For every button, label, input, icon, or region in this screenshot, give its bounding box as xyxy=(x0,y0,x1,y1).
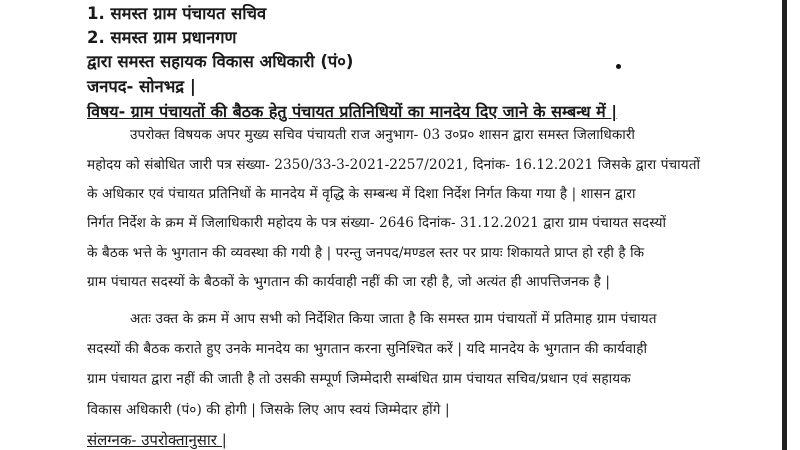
paragraph-1-line-2: महोदय को संबोधित जारी पत्र संख्या- 2350/33-3-2021-2257/2021, दिनांक- 16.12.2021 जिसके द्वारा पंचायतों xyxy=(87,157,701,173)
paragraph-1-line-6: ग्राम पंचायत सदस्यों के बैठकों के भुगतान की कार्यवाही नहीं की जा रही है, जो अत्यंत ही आपत्तिजनक है | xyxy=(87,274,611,290)
page-edge-border xyxy=(782,0,787,450)
paragraph-2-line-3: ग्राम पंचायत द्वारा नहीं की जाती है तो उसकी सम्पूर्ण जिम्मेदारी सम्बंधित ग्राम पंचायत सचिव/प्रधान एवं सहायक xyxy=(87,371,631,387)
enclosure-line: संलग्नक- उपरोक्तानुसार | xyxy=(87,431,227,449)
paragraph-1-line-4: निर्गत निर्देश के क्रम में जिलाधिकारी महोदय के पत्र संख्या- 2646 दिनांक- 31.12.2021 द्वारा ग्राम पंचायत सदस्यों xyxy=(87,215,667,231)
ink-dot xyxy=(616,64,621,69)
paragraph-1-line-1: उपरोक्त विषयक अपर मुख्य सचिव पंचायती राज अनुभाग- 03 उ०प्र० शासन द्वारा समस्त जिलाधिकारी xyxy=(130,127,636,143)
recipient-line-1: 1. समस्त ग्राम पंचायत सचिव xyxy=(87,4,267,23)
subject-line: विषय- ग्राम पंचायतों की बैठक हेतु पंचायत प्रतिनिधियों का मानदेय दिए जाने के सम्बन्ध में | xyxy=(87,102,618,121)
paragraph-2-line-2: सदस्यों की बैठक कराते हुए उनके मानदेय का भुगतान करना सुनिश्चित करें | यदि मानदेय के भुगतान की कार्यवाही xyxy=(87,341,648,357)
paragraph-1-line-5: के बैठक भत्ते के भुगतान की व्यवस्था की गयी है | परन्तु जनपद/मण्डल स्तर पर प्रायः शिकायते प्राप्त हो रही है कि xyxy=(87,245,645,261)
recipient-line-2: 2. समस्त ग्राम प्रधानगण xyxy=(87,28,237,47)
recipient-line-3: द्वारा समस्त सहायक विकास अधिकारी (पं०) xyxy=(87,52,354,71)
paragraph-1-line-3: के अधिकार एवं पंचायत प्रतिनिधों के मानदेय में वृद्धि के सम्बन्ध में दिशा निर्देश निर्गत किया गया है | शासन द्वारा xyxy=(87,186,636,202)
paragraph-2-line-1: अतः उक्त के क्रम में आप सभी को निर्देशित किया जाता है कि समस्त ग्राम पंचायतों में प्रतिमाह ग्राम पंचायत xyxy=(130,311,657,327)
paragraph-2-line-4: विकास अधिकारी (पं०) की होगी | जिसके लिए आप स्वयं जिम्मेदार होंगे | xyxy=(87,402,450,418)
recipient-line-4: जनपद- सोनभद्र | xyxy=(87,77,196,96)
